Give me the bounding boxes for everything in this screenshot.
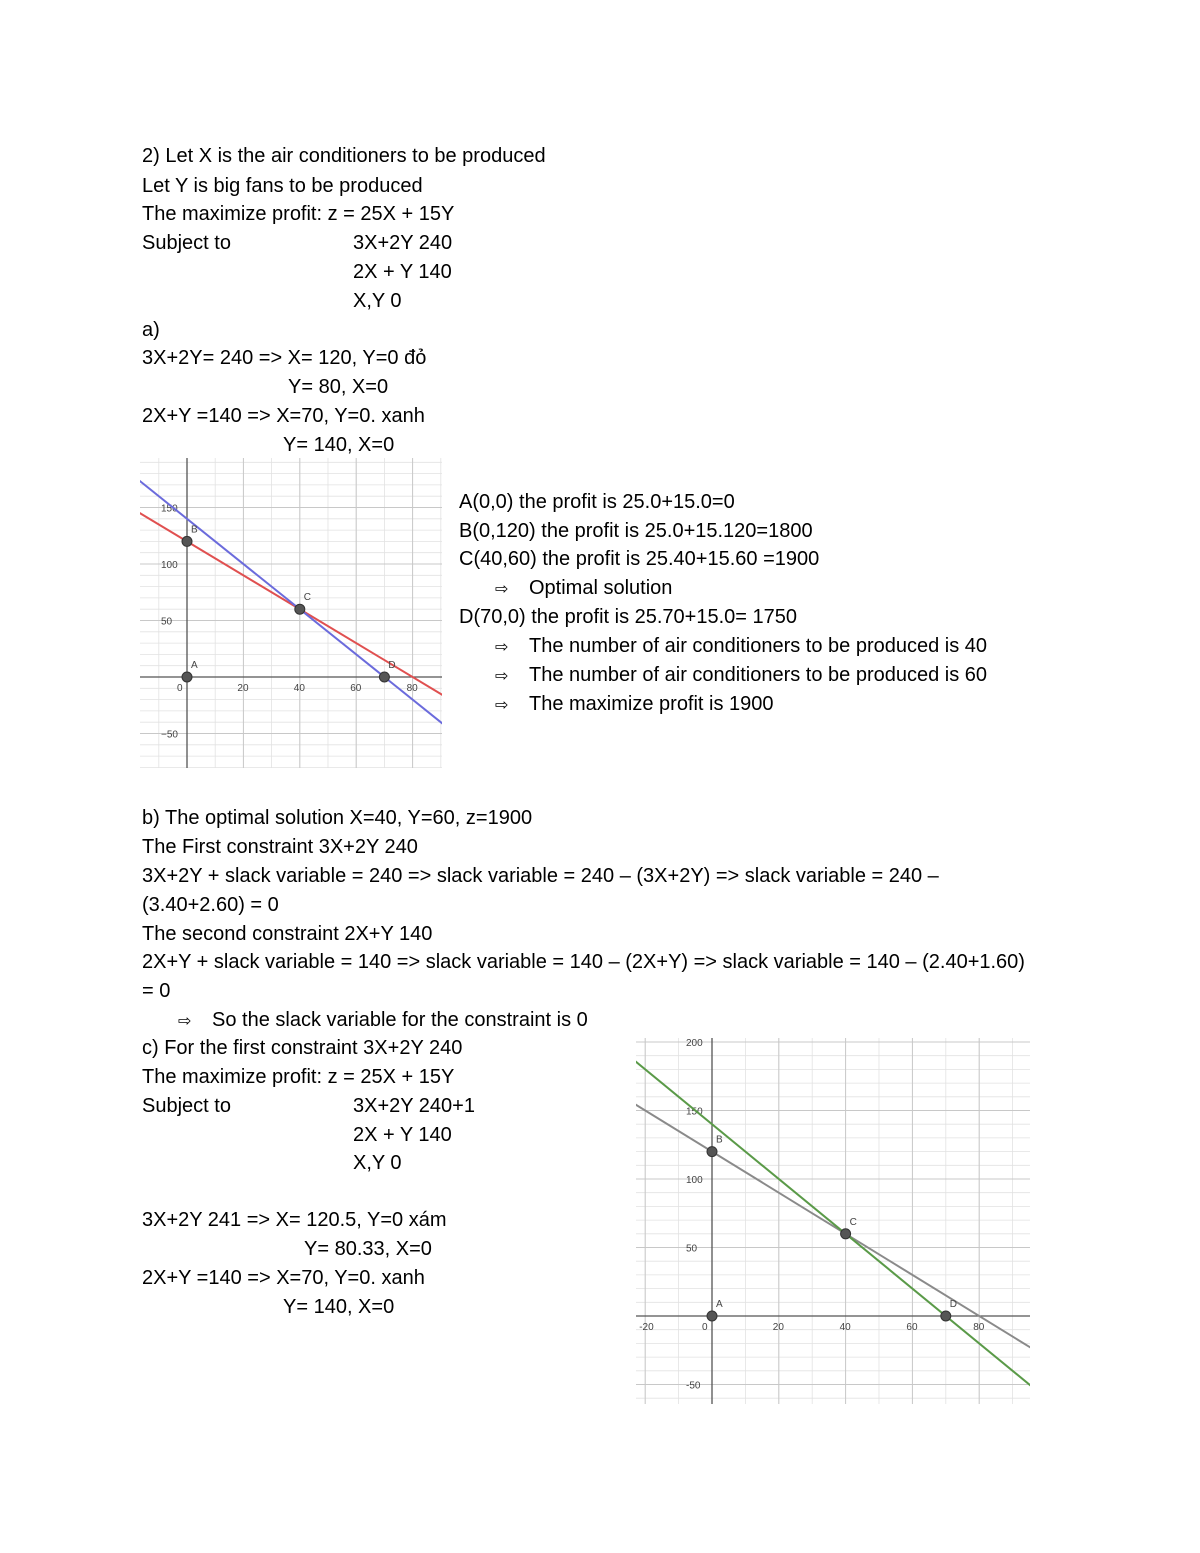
objective-line: The maximize profit: z = 25X + 15Y: [142, 203, 455, 225]
x-tick-label: 0: [702, 1322, 708, 1333]
part-b-line-4: (3.40+2.60) = 0: [142, 894, 279, 916]
part-b-line-5: The second constraint 2X+Y 140: [142, 923, 433, 945]
y-tick-label: 200: [686, 1038, 703, 1049]
result-line-3: [495, 692, 774, 717]
corner-point: [295, 604, 305, 614]
problem-line-x: 2) Let X is the air conditioners to be produced: [142, 145, 546, 167]
graph-a: [140, 458, 442, 768]
x-tick-label: 0: [177, 683, 183, 694]
point-c-profit: C(40,60) the profit is 25.40+15.60 =1900: [459, 548, 820, 570]
point-label: C: [303, 592, 312, 604]
point-label: A: [191, 660, 198, 671]
optimal-text: Optimal solution: [529, 577, 673, 599]
graph-c: [636, 1038, 1030, 1404]
part-c-constraint-2: 2X + Y 140: [353, 1124, 452, 1146]
part-b-conclusion: [178, 1008, 588, 1033]
y-tick-label: 100: [161, 560, 178, 571]
problem-line-y: Let Y is big fans to be produced: [142, 175, 423, 197]
x-tick-label: 40: [293, 683, 305, 694]
result-line-1: [495, 634, 987, 659]
y-tick-label: 150: [686, 1106, 703, 1118]
x-tick-label: -20: [639, 1322, 654, 1333]
y-tick-label: 100: [686, 1175, 703, 1186]
y-tick-label: -50: [686, 1380, 701, 1392]
x-tick-label: 80: [406, 683, 418, 694]
part-b-line-6: 2X+Y + slack variable = 140 => slack variable = 140 – (2X+Y) => slack variable = 140 – (2.40+1.60): [142, 951, 1025, 973]
part-a-label: a): [142, 319, 160, 341]
part-c-line-1: c) For the first constraint 3X+2Y 240: [142, 1037, 463, 1059]
part-c-line-6: Y= 140, X=0: [283, 1296, 395, 1318]
part-c-line-3: 3X+2Y 241 => X= 120.5, Y=0 xám: [142, 1209, 447, 1231]
constraint-1: 3X+2Y 240: [353, 232, 453, 254]
y-tick-label: 50: [161, 616, 173, 628]
point-b-profit: B(0,120) the profit is 25.0+15.120=1800: [459, 520, 813, 542]
x-tick-label: 80: [973, 1322, 985, 1333]
point-label: D: [388, 660, 396, 671]
constraint-2: 2X + Y 140: [353, 261, 452, 283]
subject-to-label: Subject to: [142, 232, 231, 254]
y-tick-label: 150: [161, 503, 178, 515]
result-line-2: [495, 663, 987, 688]
point-label: D: [949, 1299, 958, 1310]
corner-point: [841, 1229, 851, 1239]
arrow-icon: ⇨: [178, 1011, 192, 1030]
part-a-line-2: Y= 80, X=0: [288, 376, 389, 398]
arrow-icon: ⇨: [495, 695, 509, 714]
corner-point: [379, 672, 389, 682]
point-label: C: [849, 1216, 857, 1228]
part-b-line-3: 3X+2Y + slack variable = 240 => slack variable = 240 – (3X+2Y) => slack variable = 240 –: [142, 865, 939, 887]
corner-point: [182, 672, 192, 682]
part-c-constraint-1: 3X+2Y 240+1: [353, 1095, 475, 1117]
corner-point: [707, 1311, 717, 1321]
result-text-2: The number of air conditioners to be produced is 60: [529, 664, 988, 686]
result-text-3: The maximize profit is 1900: [529, 693, 774, 715]
result-text-1: The number of air conditioners to be produced is 40: [529, 635, 988, 657]
arrow-icon: ⇨: [495, 637, 509, 656]
part-c-constraint-3: X,Y 0: [353, 1152, 402, 1174]
point-d-profit: D(70,0) the profit is 25.70+15.0= 1750: [459, 606, 798, 628]
part-a-line-3: 2X+Y =140 => X=70, Y=0. xanh: [142, 405, 425, 427]
x-tick-label: 20: [237, 683, 249, 694]
part-b-conclusion-text: So the slack variable for the constraint is 0: [212, 1009, 588, 1031]
arrow-icon: ⇨: [495, 666, 509, 685]
x-tick-label: 40: [839, 1322, 851, 1333]
part-c-line-2: The maximize profit: z = 25X + 15Y: [142, 1066, 455, 1088]
part-a-line-1: 3X+2Y= 240 => X= 120, Y=0 đỏ: [142, 347, 427, 369]
x-tick-label: 20: [772, 1322, 784, 1333]
corner-point: [182, 536, 192, 546]
part-b-line-7: = 0: [142, 980, 171, 1002]
corner-point: [941, 1311, 951, 1321]
part-c-line-4: Y= 80.33, X=0: [304, 1238, 432, 1260]
point-label: A: [716, 1299, 723, 1310]
y-tick-label: −50: [161, 729, 178, 741]
part-c-subject-to: Subject to: [142, 1095, 231, 1117]
x-tick-label: 60: [906, 1322, 918, 1333]
y-tick-label: 50: [686, 1243, 698, 1255]
arrow-icon: ⇨: [495, 579, 509, 598]
constraint-line-2x-y: [140, 458, 442, 767]
constraint-line-2x-y: [636, 1038, 1030, 1404]
point-a-profit: A(0,0) the profit is 25.0+15.0=0: [459, 491, 735, 513]
optimal-line: [495, 576, 672, 601]
part-c-line-5: 2X+Y =140 => X=70, Y=0. xanh: [142, 1267, 425, 1289]
part-b-line-2: The First constraint 3X+2Y 240: [142, 836, 418, 858]
part-b-line-1: b) The optimal solution X=40, Y=60, z=1900: [142, 807, 533, 829]
point-label: B: [716, 1134, 723, 1146]
corner-point: [707, 1147, 717, 1157]
x-tick-label: 60: [350, 683, 362, 694]
constraint-3: X,Y 0: [353, 290, 402, 312]
point-label: B: [191, 524, 198, 536]
part-a-line-4: Y= 140, X=0: [283, 434, 395, 456]
